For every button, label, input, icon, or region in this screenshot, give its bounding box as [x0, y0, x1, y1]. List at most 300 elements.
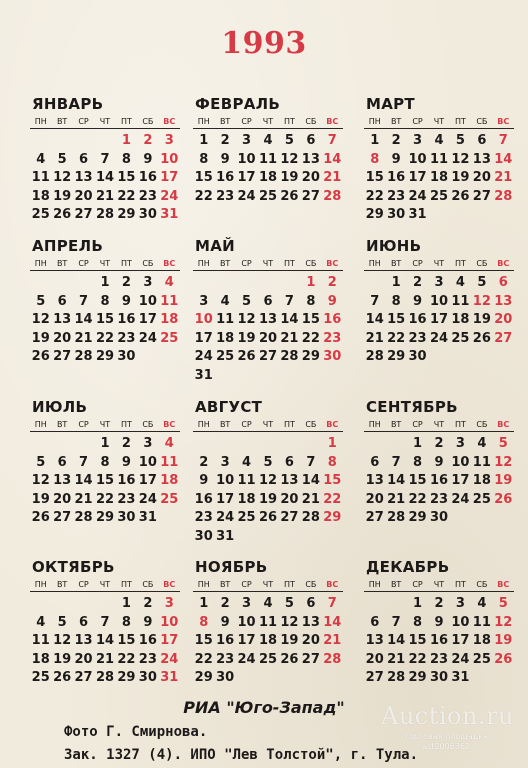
- day-cell: 5: [455, 133, 465, 148]
- weekday-label: ЧТ: [99, 259, 111, 268]
- day-cell: 27: [301, 651, 320, 667]
- day-cell: 13: [472, 151, 491, 167]
- weekday-label: ЧТ: [99, 580, 111, 589]
- day-cell: 10: [160, 151, 179, 167]
- weekday-label: ЧТ: [433, 117, 445, 126]
- day-cell: 27: [280, 510, 299, 526]
- day-cell: 18: [472, 633, 491, 649]
- month-12: [364, 557, 514, 688]
- day-cell: 13: [365, 633, 384, 649]
- day-cell: 30: [387, 207, 406, 223]
- weekday-label: ВС: [497, 259, 510, 268]
- weekday-label: ЧТ: [433, 259, 445, 268]
- day-cell: 5: [498, 436, 508, 451]
- day-cell: 2: [391, 133, 401, 148]
- day-cell: 16: [429, 473, 449, 489]
- month-name: ИЮЛЬ: [32, 398, 88, 416]
- empty-cell: [73, 435, 94, 454]
- watermark-line-1: торговая площадка: [404, 732, 488, 741]
- weekday-label: ВС: [163, 259, 176, 268]
- day-cell: 30: [429, 670, 449, 686]
- day-cell: 7: [391, 614, 401, 630]
- day-cell: 26: [451, 188, 470, 204]
- weekday-label: СБ: [142, 117, 154, 126]
- day-cell: 8: [413, 614, 423, 630]
- weekday-label: ПН: [197, 259, 210, 268]
- weekday-header: [364, 116, 514, 129]
- day-cell: 9: [391, 151, 401, 167]
- day-cell: 2: [121, 275, 131, 290]
- empty-cell: [279, 274, 300, 293]
- day-cell: 17: [408, 170, 427, 186]
- day-cell: 27: [494, 330, 513, 346]
- day-cell: 23: [408, 330, 427, 346]
- day-cell: 12: [280, 151, 299, 167]
- month-4: [30, 236, 180, 367]
- day-cell: 8: [306, 293, 316, 309]
- empty-cell: [257, 274, 278, 293]
- day-cell: 23: [387, 188, 406, 204]
- day-cell: 9: [220, 151, 230, 167]
- calendar-year: 1993: [221, 26, 307, 61]
- weekday-label: ПН: [34, 259, 47, 268]
- day-cell: 13: [280, 473, 299, 489]
- day-cell: 21: [494, 170, 513, 186]
- day-cell: 3: [164, 596, 174, 611]
- empty-cell: [51, 435, 72, 454]
- month-6: [364, 236, 514, 367]
- day-cell: 4: [36, 151, 46, 167]
- day-cell: 8: [199, 151, 209, 167]
- day-cell: 18: [451, 312, 470, 328]
- weekday-label: ЧТ: [262, 259, 274, 268]
- day-cell: 20: [494, 312, 513, 328]
- day-cell: 3: [143, 275, 153, 290]
- day-cell: 30: [323, 349, 342, 365]
- day-cell: 5: [36, 293, 46, 309]
- day-cell: 14: [387, 633, 406, 649]
- empty-cell: [364, 595, 385, 614]
- weekday-label: СБ: [476, 580, 488, 589]
- day-cell: 31: [194, 367, 213, 383]
- day-cell: 2: [434, 596, 444, 611]
- day-cell: 28: [301, 510, 320, 526]
- day-cell: 7: [327, 133, 337, 148]
- day-cell: 17: [451, 473, 470, 489]
- day-cell: 29: [117, 670, 136, 686]
- day-cell: 6: [57, 454, 67, 470]
- day-cell: 14: [323, 151, 342, 167]
- day-cell: 8: [327, 454, 337, 470]
- empty-cell: [73, 132, 94, 151]
- day-grid: [30, 435, 180, 528]
- weekday-label: СБ: [476, 420, 488, 429]
- day-cell: 18: [258, 170, 278, 186]
- day-cell: 23: [216, 188, 235, 204]
- day-cell: 20: [365, 491, 384, 507]
- day-cell: 19: [31, 330, 50, 346]
- weekday-label: ПН: [34, 420, 47, 429]
- day-cell: 22: [117, 651, 136, 667]
- day-cell: 26: [53, 670, 72, 686]
- empty-cell: [257, 435, 278, 454]
- day-cell: 10: [216, 473, 235, 489]
- day-cell: 20: [258, 330, 278, 346]
- weekday-label: ПН: [34, 117, 47, 126]
- day-cell: 2: [143, 133, 153, 148]
- day-cell: 17: [451, 633, 470, 649]
- empty-cell: [214, 274, 235, 293]
- empty-cell: [385, 595, 406, 614]
- day-cell: 7: [498, 133, 508, 148]
- day-cell: 17: [194, 330, 213, 346]
- day-cell: 21: [95, 651, 115, 667]
- day-cell: 10: [138, 454, 157, 470]
- day-grid: [193, 274, 343, 386]
- day-cell: 11: [258, 151, 278, 167]
- weekday-label: СР: [78, 259, 89, 268]
- day-grid: [364, 435, 514, 528]
- day-grid: [193, 132, 343, 206]
- day-cell: 29: [387, 349, 406, 365]
- weekday-label: ПТ: [454, 259, 466, 268]
- day-cell: 2: [143, 596, 153, 611]
- day-cell: 25: [472, 651, 491, 667]
- watermark-subtext: [404, 732, 488, 752]
- day-cell: 14: [387, 473, 406, 489]
- day-cell: 18: [472, 473, 491, 489]
- day-cell: 26: [472, 330, 491, 346]
- day-cell: 21: [323, 170, 342, 186]
- day-cell: 16: [117, 473, 136, 489]
- day-cell: 5: [477, 275, 487, 290]
- day-cell: 11: [160, 293, 179, 309]
- empty-cell: [73, 595, 94, 614]
- day-cell: 29: [323, 510, 342, 526]
- day-cell: 3: [220, 454, 230, 470]
- day-cell: 9: [121, 293, 131, 309]
- weekday-header: [30, 419, 180, 432]
- day-cell: 3: [143, 436, 153, 451]
- day-cell: 18: [237, 491, 256, 507]
- empty-cell: [214, 435, 235, 454]
- day-cell: 15: [301, 312, 320, 328]
- day-cell: 12: [258, 473, 278, 489]
- weekday-label: ВС: [497, 117, 510, 126]
- month-name: ДЕКАБРЬ: [366, 558, 450, 576]
- day-cell: 14: [494, 151, 513, 167]
- day-cell: 30: [194, 528, 213, 544]
- weekday-label: ЧТ: [433, 580, 445, 589]
- weekday-header: [364, 579, 514, 592]
- empty-cell: [94, 132, 115, 151]
- day-cell: 23: [194, 510, 213, 526]
- day-cell: 11: [31, 170, 50, 186]
- day-cell: 28: [494, 188, 513, 204]
- day-cell: 11: [258, 614, 278, 630]
- day-cell: 28: [387, 670, 406, 686]
- day-cell: 22: [117, 188, 136, 204]
- day-cell: 22: [95, 330, 115, 346]
- day-cell: 7: [370, 293, 380, 309]
- day-cell: 30: [117, 510, 136, 526]
- day-cell: 23: [138, 651, 157, 667]
- day-cell: 6: [79, 151, 89, 167]
- weekday-label: СБ: [305, 580, 317, 589]
- day-cell: 21: [95, 188, 115, 204]
- day-cell: 13: [365, 473, 384, 489]
- day-cell: 12: [472, 293, 491, 309]
- day-cell: 10: [138, 293, 157, 309]
- day-cell: 14: [95, 170, 115, 186]
- day-cell: 6: [477, 133, 487, 148]
- day-cell: 3: [434, 275, 444, 290]
- weekday-label: ЧТ: [433, 420, 445, 429]
- day-grid: [30, 595, 180, 688]
- weekday-header: [193, 419, 343, 432]
- day-cell: 27: [258, 349, 278, 365]
- day-grid: [364, 132, 514, 225]
- empty-cell: [51, 132, 72, 151]
- day-cell: 29: [95, 510, 115, 526]
- day-cell: 11: [216, 312, 235, 328]
- day-grid: [193, 435, 343, 547]
- day-cell: 23: [117, 491, 136, 507]
- day-cell: 23: [323, 330, 342, 346]
- day-cell: 3: [455, 596, 465, 611]
- day-cell: 6: [57, 293, 67, 309]
- day-cell: 15: [408, 633, 427, 649]
- auction-watermark: Auction.ru: [380, 702, 514, 730]
- day-cell: 20: [301, 170, 320, 186]
- day-cell: 18: [216, 330, 235, 346]
- weekday-label: СР: [241, 259, 252, 268]
- day-cell: 3: [199, 293, 209, 309]
- month-10: [30, 557, 180, 688]
- day-cell: 9: [434, 614, 444, 630]
- day-cell: 22: [323, 491, 342, 507]
- day-cell: 7: [306, 454, 316, 470]
- day-cell: 14: [74, 473, 93, 489]
- day-cell: 25: [216, 349, 235, 365]
- day-cell: 16: [216, 633, 235, 649]
- day-cell: 22: [387, 330, 406, 346]
- day-cell: 19: [494, 473, 513, 489]
- day-cell: 28: [387, 510, 406, 526]
- day-cell: 24: [138, 330, 157, 346]
- day-cell: 30: [117, 349, 136, 365]
- day-cell: 20: [53, 491, 72, 507]
- month-name: ИЮНЬ: [366, 237, 422, 255]
- weekday-label: СБ: [305, 259, 317, 268]
- day-cell: 29: [95, 349, 115, 365]
- day-cell: 7: [391, 454, 401, 470]
- day-cell: 1: [199, 133, 209, 148]
- month-name: МАРТ: [366, 95, 415, 113]
- day-cell: 13: [53, 473, 72, 489]
- weekday-label: ПН: [368, 580, 381, 589]
- day-cell: 9: [413, 293, 423, 309]
- day-cell: 1: [100, 436, 110, 451]
- day-cell: 21: [365, 330, 384, 346]
- day-cell: 4: [477, 436, 487, 451]
- month-name: АВГУСТ: [195, 398, 263, 416]
- day-cell: 27: [53, 349, 72, 365]
- weekday-label: ПН: [197, 580, 210, 589]
- empty-cell: [364, 274, 385, 293]
- day-cell: 15: [95, 312, 115, 328]
- day-cell: 10: [451, 614, 470, 630]
- day-cell: 7: [79, 293, 89, 309]
- day-cell: 15: [323, 473, 342, 489]
- empty-cell: [30, 274, 51, 293]
- day-cell: 28: [74, 510, 93, 526]
- day-cell: 2: [121, 436, 131, 451]
- day-cell: 24: [216, 510, 235, 526]
- month-8: [193, 397, 343, 547]
- day-cell: 27: [74, 670, 93, 686]
- day-cell: 20: [472, 170, 491, 186]
- day-cell: 29: [365, 207, 384, 223]
- day-cell: 27: [365, 510, 384, 526]
- day-cell: 8: [121, 614, 131, 630]
- weekday-label: СР: [78, 420, 89, 429]
- publisher-name: РИА "Юго-Запад": [183, 698, 345, 717]
- weekday-label: ПН: [368, 420, 381, 429]
- weekday-header: [30, 116, 180, 129]
- weekday-label: СБ: [305, 420, 317, 429]
- empty-cell: [94, 595, 115, 614]
- day-cell: 17: [429, 312, 449, 328]
- month-name: ФЕВРАЛЬ: [195, 95, 281, 113]
- day-cell: 25: [451, 330, 470, 346]
- empty-cell: [30, 595, 51, 614]
- day-cell: 20: [53, 330, 72, 346]
- weekday-label: СБ: [476, 259, 488, 268]
- weekday-label: ВТ: [219, 117, 231, 126]
- day-cell: 2: [220, 596, 230, 611]
- weekday-label: СР: [78, 117, 89, 126]
- day-grid: [364, 595, 514, 688]
- day-cell: 21: [74, 330, 93, 346]
- day-cell: 14: [323, 614, 342, 630]
- day-cell: 24: [408, 188, 427, 204]
- day-cell: 2: [434, 436, 444, 451]
- day-cell: 17: [237, 633, 256, 649]
- weekday-label: ПН: [197, 117, 210, 126]
- day-cell: 18: [160, 312, 179, 328]
- day-cell: 21: [323, 633, 342, 649]
- day-cell: 11: [237, 473, 256, 489]
- weekday-label: СР: [241, 580, 252, 589]
- day-cell: 17: [138, 473, 157, 489]
- day-cell: 4: [263, 596, 273, 611]
- day-cell: 24: [451, 651, 470, 667]
- weekday-header: [364, 419, 514, 432]
- day-cell: 5: [242, 293, 252, 309]
- weekday-label: ПТ: [283, 259, 295, 268]
- day-cell: 9: [143, 151, 153, 167]
- weekday-label: ЧТ: [262, 117, 274, 126]
- weekday-label: ПТ: [120, 420, 132, 429]
- day-cell: 28: [74, 349, 93, 365]
- day-cell: 16: [429, 633, 449, 649]
- watermark-line-2: ast2006362: [422, 742, 471, 751]
- weekday-label: ПТ: [283, 117, 295, 126]
- day-cell: 4: [242, 454, 252, 470]
- weekday-label: ПТ: [454, 117, 466, 126]
- day-cell: 16: [138, 633, 157, 649]
- day-cell: 3: [413, 133, 423, 148]
- day-cell: 20: [301, 633, 320, 649]
- day-cell: 31: [138, 510, 157, 526]
- day-cell: 14: [95, 633, 115, 649]
- weekday-header: [364, 258, 514, 271]
- day-cell: 23: [429, 651, 449, 667]
- weekday-label: ПН: [34, 580, 47, 589]
- day-cell: 12: [494, 614, 513, 630]
- day-cell: 15: [194, 170, 213, 186]
- weekday-label: ВС: [326, 580, 339, 589]
- day-cell: 19: [494, 633, 513, 649]
- month-name: СЕНТЯБРЬ: [366, 398, 458, 416]
- day-cell: 1: [391, 275, 401, 290]
- day-cell: 7: [284, 293, 294, 309]
- empty-cell: [236, 274, 257, 293]
- day-cell: 9: [327, 293, 337, 309]
- weekday-label: ПН: [197, 420, 210, 429]
- day-cell: 11: [451, 293, 470, 309]
- day-cell: 10: [408, 151, 427, 167]
- month-11: [193, 557, 343, 688]
- day-cell: 16: [408, 312, 427, 328]
- day-cell: 20: [365, 651, 384, 667]
- day-cell: 8: [370, 151, 380, 167]
- weekday-label: ВС: [326, 420, 339, 429]
- weekday-label: ВС: [326, 259, 339, 268]
- empty-cell: [300, 435, 321, 454]
- day-cell: 24: [194, 349, 213, 365]
- day-cell: 26: [258, 510, 278, 526]
- day-cell: 4: [164, 436, 174, 451]
- day-cell: 28: [323, 188, 342, 204]
- day-cell: 27: [74, 207, 93, 223]
- day-cell: 16: [387, 170, 406, 186]
- day-cell: 6: [79, 614, 89, 630]
- day-cell: 5: [57, 151, 67, 167]
- day-grid: [30, 274, 180, 367]
- print-order: Зак. 1327 (4). ИПО "Лев Толстой", г. Тула.: [64, 747, 419, 763]
- month-5: [193, 236, 343, 386]
- weekday-header: [193, 579, 343, 592]
- day-cell: 12: [53, 633, 72, 649]
- day-cell: 21: [387, 651, 406, 667]
- day-cell: 12: [53, 170, 72, 186]
- day-cell: 25: [472, 491, 491, 507]
- day-cell: 26: [494, 651, 513, 667]
- weekday-label: ПТ: [283, 580, 295, 589]
- day-cell: 4: [434, 133, 444, 148]
- day-cell: 3: [242, 596, 252, 611]
- day-cell: 24: [160, 188, 179, 204]
- day-cell: 3: [242, 133, 252, 148]
- weekday-label: СР: [412, 420, 423, 429]
- day-cell: 6: [306, 596, 316, 611]
- day-cell: 1: [370, 133, 380, 148]
- weekday-label: ВС: [163, 580, 176, 589]
- day-cell: 31: [408, 207, 427, 223]
- day-cell: 10: [451, 454, 470, 470]
